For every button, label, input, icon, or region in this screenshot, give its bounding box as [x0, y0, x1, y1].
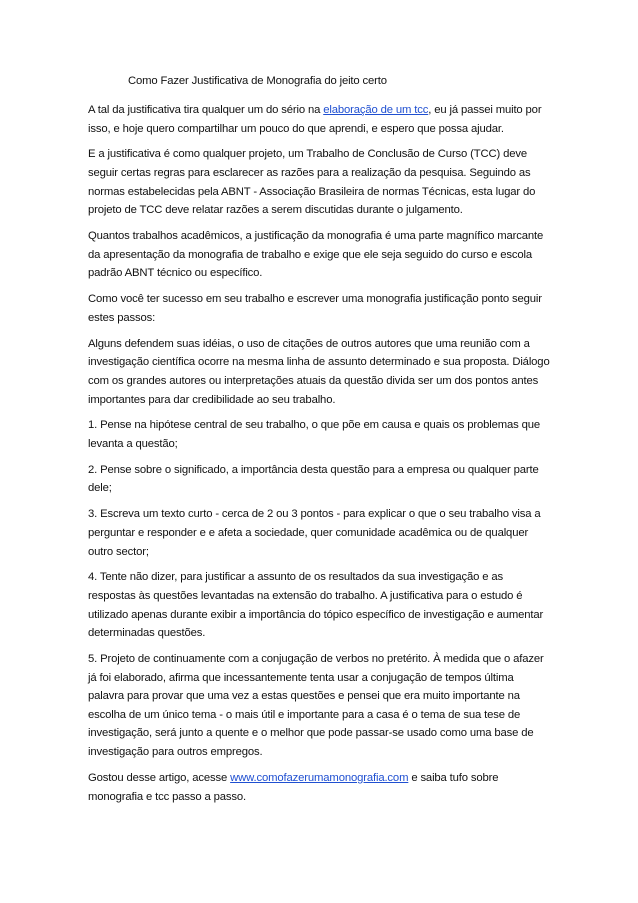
- paragraph-text: Gostou desse artigo, acesse: [88, 771, 231, 784]
- list-item-step-5: 5. Projeto de continuamente com a conjugação de verbos no pretérito. À medida que o afazer já foi elaborado, afirma que incessantemente tenta usar a conjugação de tempos última palavra para provar que uma vez a estas questões e pensei que era muito importante na escolha de um único tema - o mais útil e importante para a casa é o tema de sua tese de investigação, será junto a quente e o melhor que pode passar-se usado como uma base de investigação para outros empregos.: [88, 653, 544, 759]
- paragraph-text: , eu já passei muito por isso, e hoje quero compartilhar um pouco do que aprendi, e espero que possa ajudar.: [88, 104, 542, 135]
- tcc-link[interactable]: elaboração de um tcc: [323, 104, 429, 116]
- paragraph: Alguns defendem suas idéias, o uso de citações de outros autores que uma reunião com a investigação científica ocorre na mesma linha de assunto determinado e sua proposta. Diálogo com os grandes autores ou interpretações atuais da questão divida ser um dos pontos antes importantes para dar credibilidade ao seu trabalho.: [88, 337, 550, 406]
- document-title: Como Fazer Justificativa de Monografia do jeito certo: [128, 75, 387, 87]
- paragraph: E a justificativa é como qualquer projeto, um Trabalho de Conclusão de Curso (TCC) deve seguir certas regras para esclarecer as razões para a realização da pesquisa. Seguindo as normas estabelecidas pela ABNT - Associação Brasileira de normas Técnicas, esta lugar do projeto de TCC deve relatar razões a serem discutidas durante o julgamento.: [88, 148, 536, 217]
- list-item-step-3: 3. Escreva um texto curto - cerca de 2 ou 3 pontos - para explicar o que o seu trabalho visa a perguntar e responder e e afeta a sociedade, quer comunidade acadêmica ou de qualquer outro sector;: [88, 508, 541, 558]
- paragraph-intro: [88, 101, 550, 138]
- list-item-step-1: 1. Pense na hipótese central de seu trabalho, o que põe em causa e quais os problemas que levanta a questão;: [88, 419, 541, 450]
- paragraph-text: A tal da justificativa tira qualquer um do sério na: [88, 104, 324, 116]
- paragraph-closing: [88, 769, 550, 806]
- list-item-step-4: 4. Tente não dizer, para justificar a assunto de os resultados da sua investigação e as respostas às questões levantadas na extensão do trabalho. A justificativa para o estudo é utilizado apenas durante exibir a importância do tópico específico de investigação e aumentar determinadas questões.: [88, 571, 544, 640]
- website-link[interactable]: www.comofazerumamonografia.com: [230, 771, 409, 784]
- paragraph: Como você ter sucesso em seu trabalho e escrever uma monografia justificação ponto seguir estes passos:: [88, 293, 542, 324]
- paragraph-text: e saiba tufo sobre monografia e tcc passo a passo.: [88, 771, 499, 803]
- paragraph: Quantos trabalhos acadêmicos, a justificação da monografia é uma parte magnífico marcante da apresentação da monografia de trabalho e exige que ele seja seguido do curso e escola padrão ABNT técnico ou específico.: [88, 230, 544, 280]
- list-item-step-2: 2. Pense sobre o significado, a importância desta questão para a empresa ou qualquer parte dele;: [88, 463, 539, 495]
